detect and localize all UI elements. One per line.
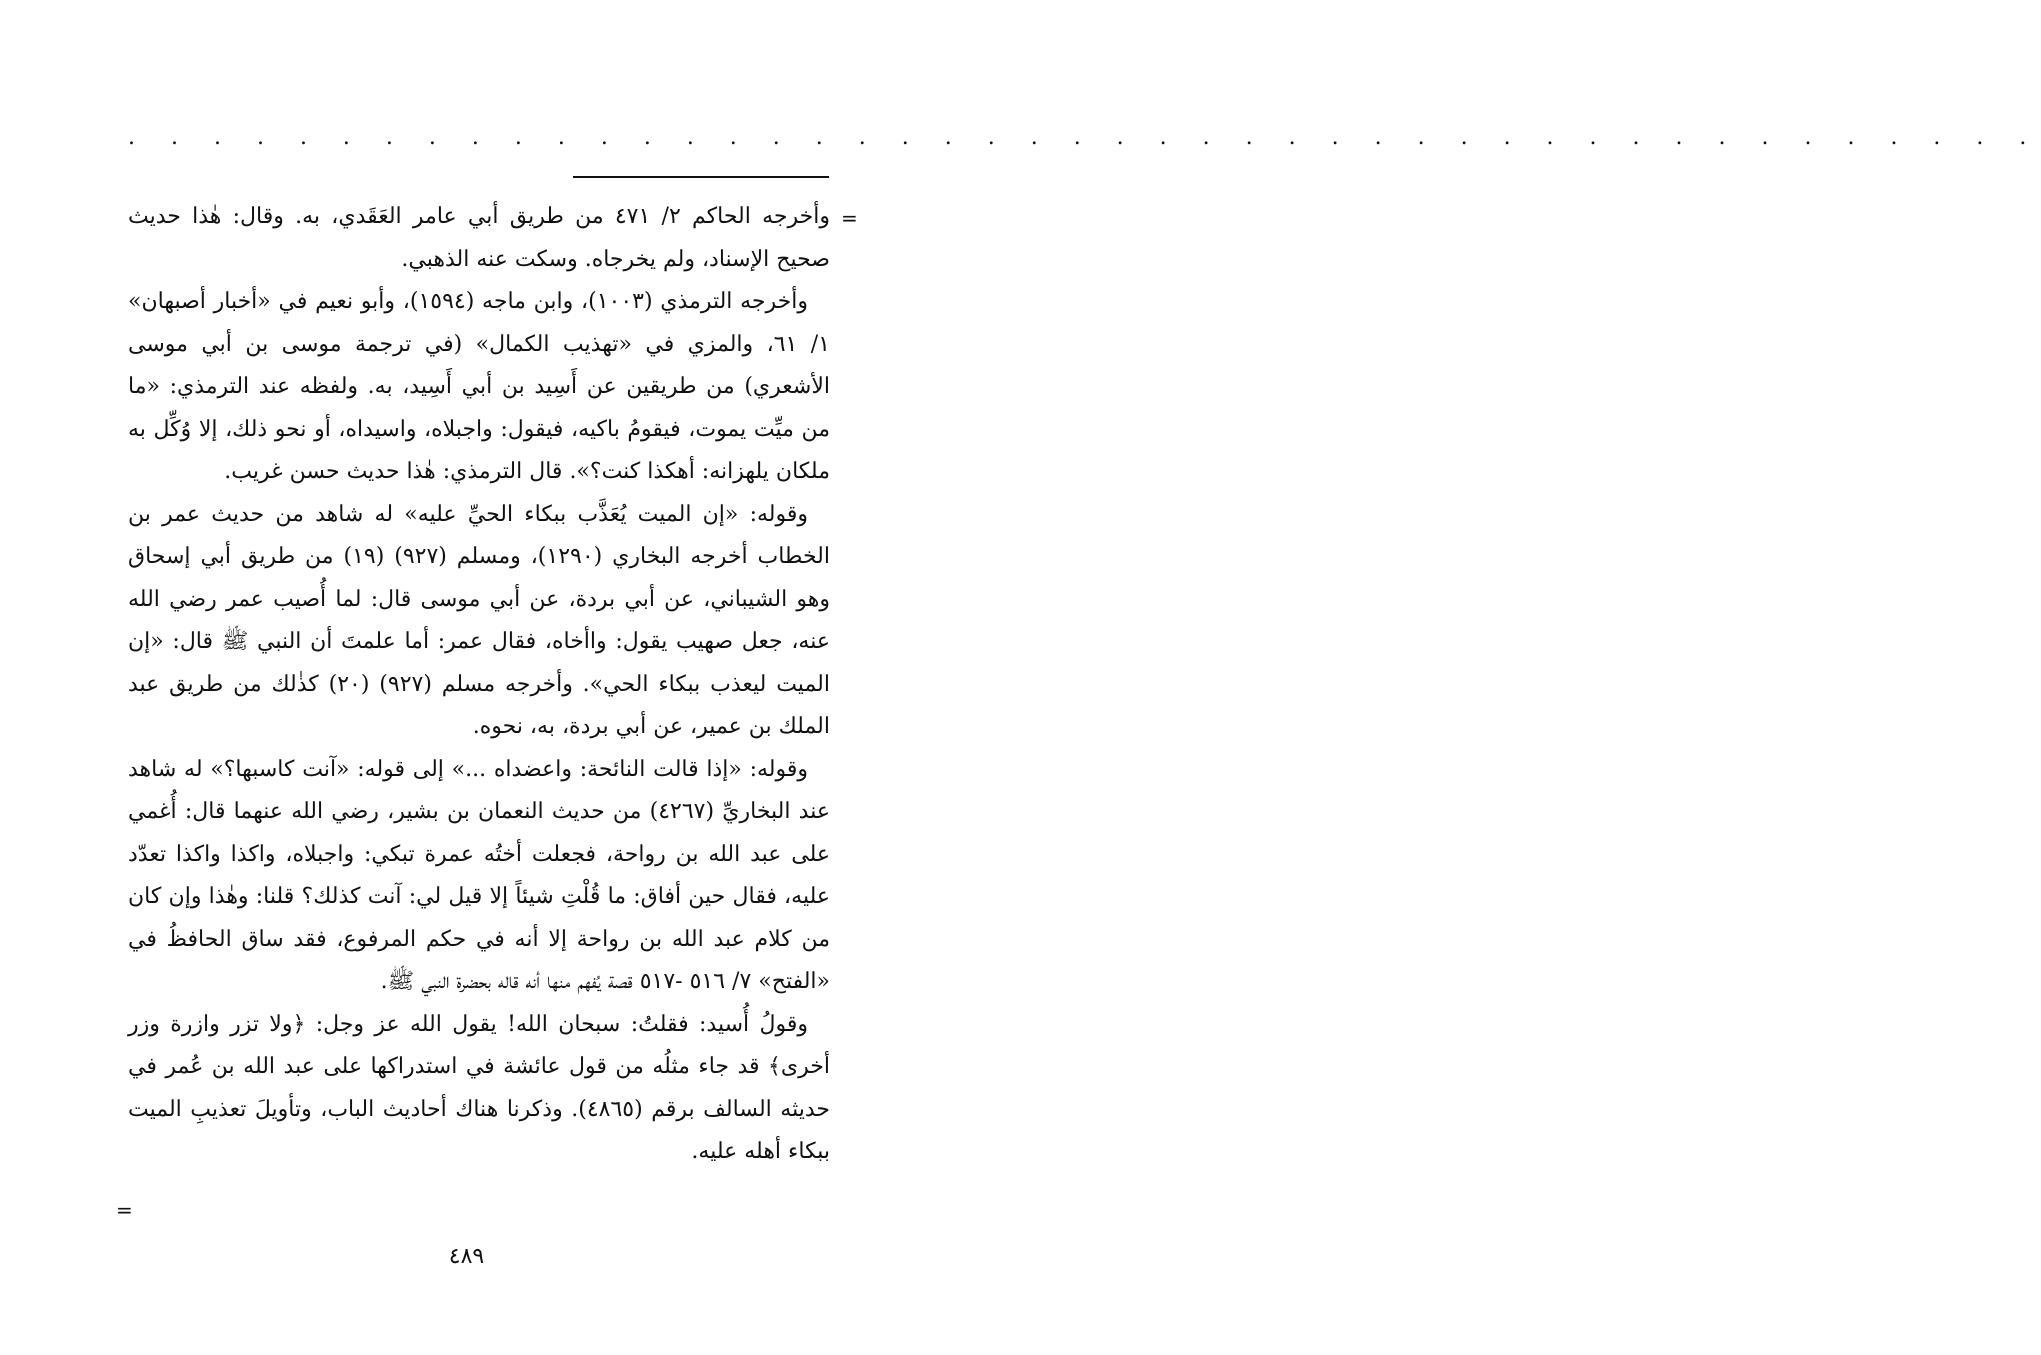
footnote-text: [128, 196, 830, 1174]
continuation-mark-bottom: =: [116, 1198, 133, 1222]
paragraph-5: وقولُ أُسيد: فقلتُ: سبحان الله! يقول الله عز وجل: ﴿ولا تزر وازرة وزر أخرى﴾ قد جاء مثلُه من قول عائشة في استدراكها على عبد الله بن عُمر في حديثه السالف برقم (٤٨٦٥). وذكرنا هناك أحاديث الباب، وتأويلَ تعذيبِ الميت ببكاء أهله عليه.: [128, 1011, 831, 1164]
separator-dots: . . . . . . . . . . . . . . . . . . . . . . . . . . . . . . . . . . . . . . . . . . . . .: [128, 125, 2041, 150]
paragraph-4: وقوله: «إذا قالت النائحة: واعضداه ...» إلى قوله: «آنت كاسبها؟» له شاهد عند البخاريِّ (٤٢٦٧) من حديث النعمان بن بشير، رضي الله عنهما قال: أُغمي على عبد الله بن رواحة، فجعلت أختُه عمرة تبكي: واجبلاه، واكذا واكذا تعدّد عليه، فقال حين أفاق: ما قُلْتِ شيئاً إلا قيل لي: آنت كذلك؟ قلنا: وهٰذا وإن كان من كلام عبد الله بن رواحة إلا أنه في حكم المرفوع، فقد ساق الحافظُ في «الفتح» ٧/ ٥١٦ -٥١٧ قصة يُفهم منها أنه قاله بحضرة النبي ﷺ.: [128, 756, 830, 994]
paragraph-2: وأخرجه الترمذي (١٠٠٣)، وابن ماجه (١٥٩٤)، وأبو نعيم في «أخبار أصبهان» ١/ ٦١، والمزي في «تهذيب الكمال» (في ترجمة موسى بن أبي موسى الأشعري) من طريقين عن أَسِيد بن أبي أَسِيد، به. ولفظه عند الترمذي: «ما من ميِّت يموت، فيقومُ باكيه، فيقول: واجبلاه، واسيداه، أو نحو ذلك، إلا وُكِّل به ملكان يلهزانه: أهكذا كنت؟». قال الترمذي: هٰذا حديث حسن غريب.: [128, 289, 830, 484]
paragraph-3: وقوله: «إن الميت يُعَذَّب ببكاء الحيِّ عليه» له شاهد من حديث عمر بن الخطاب أخرجه البخاري (١٢٩٠)، ومسلم (٩٢٧) (١٩) من طريق أبي إسحاق وهو الشيباني، عن أبي بردة، عن أبي موسى قال: لما أُصيب عمر رضي الله عنه، جعل صهيب يقول: واأخاه، فقال عمر: أما علمتَ أن النبي ﷺ قال: «إن الميت ليعذب ببكاء الحي». وأخرجه مسلم (٩٢٧) (٢٠) كذٰلك من طريق عبد الملك بن عمير، عن أبي بردة، به، نحوه.: [128, 501, 830, 739]
paragraph-1: وأخرجه الحاكم ٢/ ٤٧١ من طريق أبي عامر العَقَدي، به. وقال: هٰذا حديث صحيح الإسناد، ولم يخرجاه. وسكت عنه الذهبي.: [128, 204, 830, 272]
footnote-rule: [573, 176, 829, 178]
page-number: ٤٨٩: [448, 1244, 485, 1269]
continuation-mark-top: =: [841, 206, 858, 230]
